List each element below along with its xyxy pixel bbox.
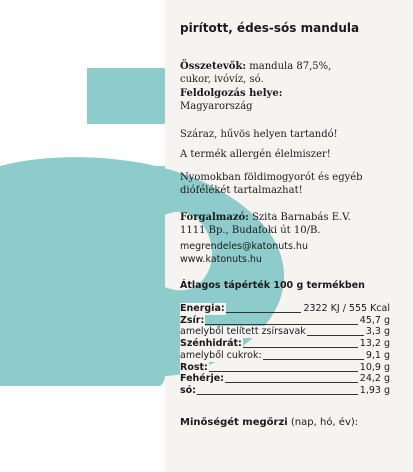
origin-label: Feldolgozás helye: <box>180 88 283 99</box>
nutrition-row <box>180 362 390 374</box>
nutrition-row-name: Fehérje: <box>180 373 224 385</box>
distributor-block <box>180 212 400 237</box>
distributor-address: 1111 Bp., Budafoki út 10/B. <box>180 224 321 236</box>
nutrition-row-name: Zsír: <box>180 314 205 326</box>
nutrition-row-name: Rost: <box>180 361 208 373</box>
origin-value: Magyarország <box>180 100 253 112</box>
nutrition-row <box>180 315 390 327</box>
nutrition-row-name: Energia: <box>180 303 225 314</box>
contact-email: megrendeles@katonuts.hu <box>180 241 308 252</box>
best-before-label: Minőségét megőrzi <box>180 417 288 428</box>
best-before <box>180 417 358 430</box>
ingredients-line1: mandula 87,5%, <box>249 61 332 72</box>
nutrition-row <box>180 373 390 385</box>
nutrition-row <box>180 303 390 315</box>
nutrition-row-value: 24,2 g <box>359 373 390 385</box>
nutrition-row-name: só: <box>180 384 196 396</box>
ingredients-line2: cukor, ivóvíz, só. <box>180 73 264 85</box>
ingredients-label: Összetevők: <box>180 61 247 72</box>
contact-website: www.katonuts.hu <box>180 253 262 265</box>
nutrition-row <box>180 350 390 362</box>
nutrition-row-value: 45,7 g <box>359 314 390 326</box>
logo-bar <box>87 68 165 124</box>
nutrition-row-name: amelyből telített zsírsavak <box>180 326 306 338</box>
nutrition-row <box>180 326 390 338</box>
traces-block <box>180 172 400 197</box>
traces-line2: diófélékét tartalmazhat! <box>180 184 303 196</box>
storage-text: Száraz, hűvös helyen tartandó! <box>180 129 338 140</box>
nutrition-row-name: Szénhidrát: <box>180 338 242 350</box>
distributor-name: Szita Barnabás E.V. <box>252 212 351 223</box>
nutrition-row-value: 3,3 g <box>365 326 390 338</box>
traces-line1: Nyomokban földimogyorót és egyéb <box>180 172 363 183</box>
allergen-text: A termék allergén élelmiszer! <box>180 149 331 160</box>
best-before-note: (nap, hó, év): <box>290 417 359 428</box>
nutrition-row-value: 10,9 g <box>359 361 390 373</box>
nutrition-row <box>180 338 390 350</box>
nutrition-row-value: 9,1 g <box>365 349 390 361</box>
nutrition-row-name: amelyből cukrok: <box>180 349 262 361</box>
nutrition-row-value: 1,93 g <box>359 384 390 396</box>
nutrition-title: Átlagos tápérték 100 g termékben <box>180 280 365 291</box>
logo-tail <box>0 376 165 386</box>
distributor-label: Forgalmazó: <box>180 212 249 223</box>
nutrition-row-value: 13,2 g <box>359 338 390 350</box>
ingredients-block <box>180 61 400 113</box>
product-name: pirított, édes-sós mandula <box>180 21 360 35</box>
nutrition-row-value: 2322 KJ / 555 Kcal <box>303 303 390 314</box>
nutrition-row <box>180 385 390 397</box>
contact-block <box>180 241 400 266</box>
